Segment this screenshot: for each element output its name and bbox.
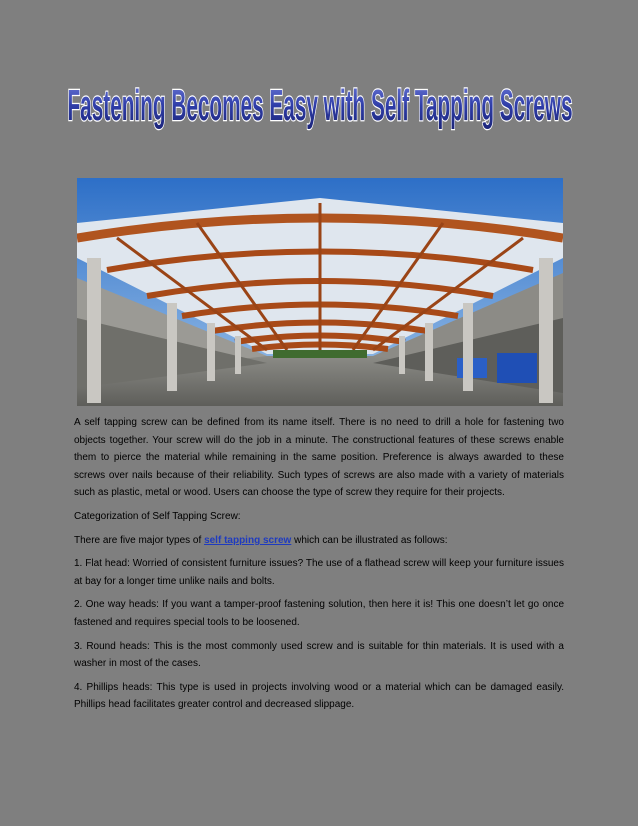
list-item-one-way-heads: 2. One way heads: If you want a tamper-proof fastening solution, then here it is! This one doesn’t let go once fastened and requires special tools to be loosened.	[74, 599, 564, 628]
title-text: Fastening Becomes Easy with Self Tapping Screws	[67, 81, 573, 130]
intro-paragraph: A self tapping screw can be defined from its name itself. There is no need to drill a hole for fastening two objects together. Your screw will do the job in a minute. The constructional features of these screws enable them to pierce the material while remaining in the same position. Preference is always awarded to these screws over nails because of their reliability. Such types of screws are also made with a variety of materials such as plastic, metal or wood. Users can choose the type of screw they require for their projects.	[74, 417, 564, 499]
canopy-photo	[77, 178, 563, 406]
list-item-phillips-heads: 4. Phillips heads: This type is used in projects involving wood or a material which can be damaged easily. Phillips head facilitates greater control and decreased slippage.	[74, 681, 564, 711]
types-after-text: which can be illustrated as follows:	[291, 534, 448, 546]
list-item-round-heads: 3. Round heads: This is the most commonly used screw and is suitable for thin materials. It is used with a washer in most of the cases.	[74, 640, 564, 670]
types-before-text: There are five major types of	[74, 534, 205, 546]
section-heading: Categorization of Self Tapping Screw:	[74, 510, 241, 522]
canopy-photo-icon	[77, 178, 563, 406]
title-wordart	[60, 68, 580, 138]
types-paragraph	[74, 532, 564, 550]
self-tapping-screw-link[interactable]: self tapping screw	[204, 534, 292, 546]
list-item-flat-head: 1. Flat head: Worried of consistent furniture issues? The use of a flathead screw will keep your furniture issues at bay for a longer time unlike nails and bolts.	[74, 558, 564, 587]
article-body	[74, 414, 564, 720]
page-title	[60, 68, 580, 138]
